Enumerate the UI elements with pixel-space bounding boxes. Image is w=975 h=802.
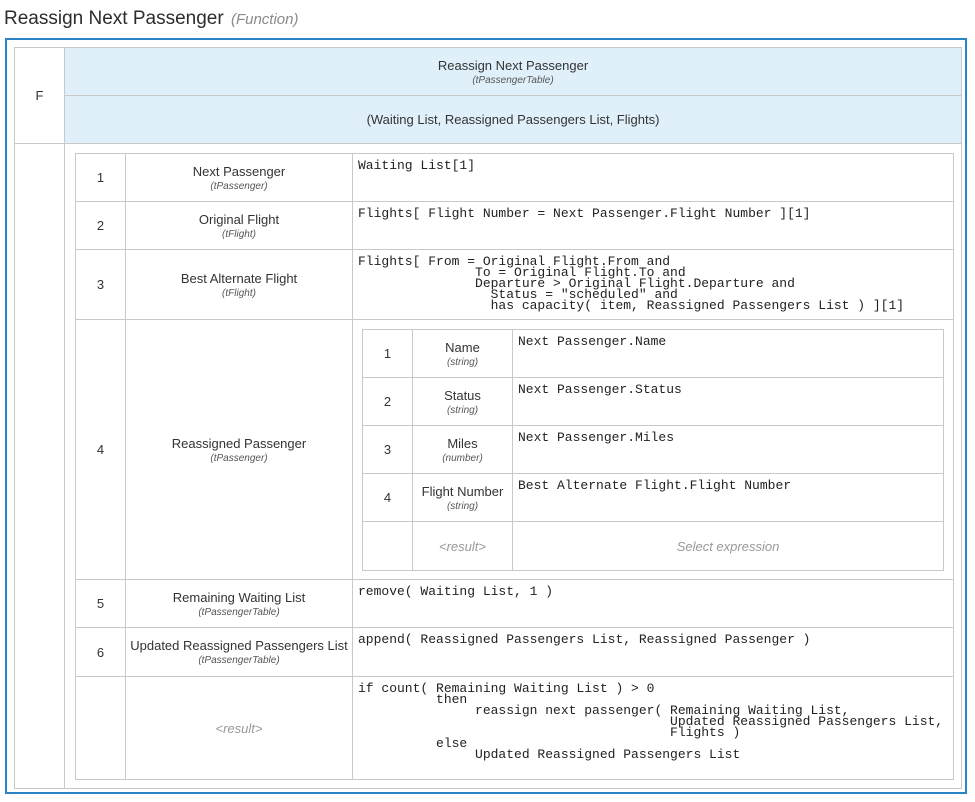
- entry-type-label: (tPassenger): [210, 180, 268, 192]
- function-kind-label: (Function): [230, 11, 299, 28]
- nested-entry-type-label: (string): [446, 356, 479, 368]
- nested-entry-expression[interactable]: Next Passenger.Status: [513, 378, 943, 426]
- entry-type-label: (tFlight): [222, 287, 256, 299]
- entry-name-label: Best Alternate Flight: [180, 270, 298, 286]
- nested-row-number: 4: [363, 474, 413, 522]
- entry-name-label: Next Passenger: [192, 163, 286, 179]
- function-name-title: Reassign Next Passenger: [4, 8, 224, 29]
- nested-result-number-cell: [363, 522, 413, 570]
- entry-name-label: Original Flight: [198, 211, 280, 227]
- nested-entry-name[interactable]: [413, 330, 513, 378]
- row-number: 2: [76, 202, 126, 250]
- context-entry-name[interactable]: [126, 320, 353, 580]
- context-entry-name[interactable]: [126, 202, 353, 250]
- nested-row-number: 3: [363, 426, 413, 474]
- entry-name-label: Remaining Waiting List: [172, 589, 306, 605]
- page-title: [4, 8, 298, 30]
- entry-type-label: (tPassengerTable): [198, 655, 280, 666]
- context-entry-name[interactable]: [126, 154, 353, 202]
- nested-entry-name-label: Status: [444, 387, 481, 403]
- nested-entry-expression[interactable]: Next Passenger.Miles: [513, 426, 943, 474]
- nested-entry-type-label: (number): [442, 452, 483, 464]
- function-kind-cell[interactable]: [15, 48, 65, 144]
- context-entry-name[interactable]: [126, 580, 353, 628]
- body-gutter: [15, 144, 65, 788]
- function-kind-letter: F: [35, 88, 44, 103]
- context-entry-expression[interactable]: Flights[ From = Original Flight.From and To = Original Flight.To and Departure > Original Flight.Departure and Status = "scheduled" and has capacity( item, Reassigned Passengers List ) ][1]: [353, 250, 953, 320]
- function-type: (tPassengerTable): [472, 74, 554, 86]
- row-number: 6: [76, 628, 126, 677]
- entry-type-label: (tPassenger): [210, 452, 268, 464]
- nested-entry-name[interactable]: [413, 378, 513, 426]
- entry-type-label: (tPassengerTable): [198, 606, 280, 618]
- result-label: <result>: [215, 720, 263, 736]
- context-entry-expression[interactable]: Waiting List[1]: [353, 154, 953, 202]
- function-name: Reassign Next Passenger: [437, 57, 589, 73]
- nested-entry-type-label: (string): [446, 500, 479, 512]
- nested-row-number: 2: [363, 378, 413, 426]
- nested-entry-type-label: (string): [446, 404, 479, 416]
- nested-entry-name-label: Flight Number: [421, 483, 504, 499]
- nested-entry-name[interactable]: [413, 426, 513, 474]
- entry-name-label: Reassigned Passenger: [171, 435, 307, 451]
- entry-name-label: Updated Reassigned Passengers List: [130, 638, 348, 653]
- context-entry-name[interactable]: [126, 628, 353, 677]
- function-parameters: (Waiting List, Reassigned Passengers List, Flights): [366, 112, 660, 127]
- result-expression[interactable]: if count( Remaining Waiting List ) > 0 then reassign next passenger( Remaining Waiting List, Updated Reassigned Passengers List, Flights ) else Updated Reassigned Passengers List: [358, 681, 944, 762]
- nested-context-table: [362, 329, 944, 571]
- nested-context-cell: [353, 320, 953, 580]
- row-number: 3: [76, 250, 126, 320]
- nested-entry-name-label: Miles: [447, 435, 478, 451]
- function-name-header[interactable]: [65, 48, 961, 96]
- result-number-cell: [76, 677, 126, 779]
- context-entry-expression[interactable]: Flights[ Flight Number = Next Passenger.Flight Number ][1]: [353, 202, 953, 250]
- row-number: 4: [76, 320, 126, 580]
- nested-entry-name-label: Name: [445, 339, 480, 355]
- nested-result-name[interactable]: [413, 522, 513, 570]
- nested-result-label: <result>: [439, 538, 486, 554]
- select-expression-cell[interactable]: [513, 522, 943, 570]
- context-table: [75, 153, 954, 780]
- row-number: 5: [76, 580, 126, 628]
- context-entry-expression[interactable]: remove( Waiting List, 1 ): [353, 580, 953, 628]
- nested-entry-expression[interactable]: Best Alternate Flight.Flight Number: [513, 474, 943, 522]
- select-expression-placeholder: Select expression: [676, 538, 780, 554]
- row-number: 1: [76, 154, 126, 202]
- context-entry-name[interactable]: [126, 250, 353, 320]
- function-grid: [14, 47, 962, 789]
- result-name-cell[interactable]: [126, 677, 353, 779]
- entry-type-label: (tFlight): [222, 228, 256, 240]
- nested-entry-name[interactable]: [413, 474, 513, 522]
- nested-row-number: 1: [363, 330, 413, 378]
- nested-entry-expression[interactable]: Next Passenger.Name: [513, 330, 943, 378]
- function-parameters-header[interactable]: [65, 96, 961, 144]
- context-entry-expression[interactable]: append( Reassigned Passengers List, Reassigned Passenger ): [353, 628, 953, 677]
